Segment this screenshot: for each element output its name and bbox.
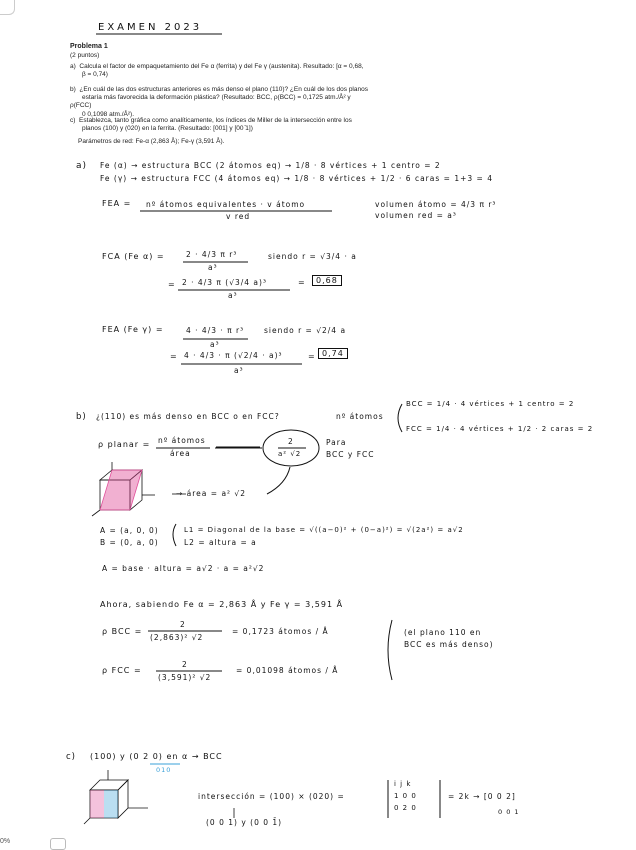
fca-siendo: siendo r = √3/4 · a xyxy=(268,252,357,261)
conclusion-line2: BCC es más denso) xyxy=(404,640,494,649)
fea-denominator: v red xyxy=(226,212,251,221)
sol-c-line1: (100) y (0 2 0) en α → BCC xyxy=(90,752,223,761)
conclusion-line1: (el plano 110 en xyxy=(404,628,482,637)
rho-fcc-lhs: ρ FCC = xyxy=(102,666,142,675)
vol-atom: volumen átomo = 4/3 π r³ xyxy=(375,200,497,209)
rho-numerator: nº átomos xyxy=(158,436,206,445)
fea-lhs: FEA = xyxy=(102,199,132,208)
problem-points: (2 puntos) xyxy=(70,52,100,59)
fca-result-box: 0,68 xyxy=(312,275,342,286)
sol-c-label: c) xyxy=(66,752,76,762)
rho-planar-lhs: ρ planar = xyxy=(98,440,151,449)
circle-numerator: 2 xyxy=(288,437,294,446)
problem-title: Problema 1 xyxy=(70,43,108,50)
fea-numerator: nº átomos equivalentes · v átomo xyxy=(146,200,306,209)
para-line2: BCC y FCC xyxy=(326,450,375,459)
fca-denominator: a³ xyxy=(208,263,218,272)
exam-title: EXAMEN 2023 xyxy=(98,22,203,33)
sol-b-question: ¿(110) es más denso en BCC o en FCC? xyxy=(96,412,280,421)
fea-gamma-denominator: a³ xyxy=(210,340,220,349)
fea-gamma2-numerator: 4 · 4/3 · π (√2/4 · a)³ xyxy=(184,351,283,360)
problem-params: Parámetros de red: Fe-α (2,863 Å); Fe-γ (3,591 Å). xyxy=(78,138,225,145)
matrix-row3: 0 2 0 xyxy=(394,804,417,812)
equals-sign: = xyxy=(168,280,176,289)
intersection-expr: intersección = (100) × (020) = xyxy=(198,792,345,801)
fca-lhs: FCA (Fe α) = xyxy=(102,252,165,261)
rho-bcc-lhs: ρ BCC = xyxy=(102,627,143,636)
fea-gamma-numerator: 4 · 4/3 · π r³ xyxy=(186,326,245,335)
rho-bcc-den: (2,863)² √2 xyxy=(150,633,204,642)
circle-denominator: a² √2 xyxy=(278,450,302,458)
sol-a-label: a) xyxy=(76,161,88,171)
rho-fcc-num: 2 xyxy=(182,660,188,669)
matrix-row2: 1 0 0 xyxy=(394,792,417,800)
equals-sign-4: = xyxy=(308,352,316,361)
rho-fcc-den: (3,591)² √2 xyxy=(158,673,212,682)
para-line1: Para xyxy=(326,438,347,447)
rho-fcc-result: = 0,01098 átomos / Å xyxy=(236,666,339,675)
directions: (0 0 1) y (0 0 1̄) xyxy=(206,818,283,827)
sol-c-sub: 010 xyxy=(156,766,172,774)
point-A: A = (a, 0, 0) xyxy=(100,526,159,535)
matrix-row1: i j k xyxy=(394,780,412,788)
intersection-result-sub: 0 0 1 xyxy=(498,808,520,816)
rho-bcc-result: = 0,1723 átomos / Å xyxy=(232,627,329,636)
sol-a-line2: Fe (γ) → estructura FCC (4 átomos eq) → 1/8 · 8 vértices + 1/2 · 6 caras = 1+3 = 4 xyxy=(100,174,493,183)
vol-red: volumen red = a³ xyxy=(375,211,457,220)
natoms-label: nº átomos xyxy=(336,412,384,421)
L2-expr: L2 = altura = a xyxy=(184,538,257,547)
equals-sign-3: = xyxy=(170,352,178,361)
fca2-numerator: 2 · 4/3 π (√3/4 a)³ xyxy=(182,278,267,287)
equals-sign-2: = xyxy=(298,278,306,287)
sol-a-line1: Fe (α) → estructura BCC (2 átomos eq) → 1/8 · 8 vértices + 1 centro = 2 xyxy=(100,161,441,170)
rho-bcc-num: 2 xyxy=(180,620,186,629)
page-control-button[interactable] xyxy=(50,838,66,850)
fea-gamma-siendo: siendo r = √2/4 a xyxy=(264,326,347,335)
point-B: B = (0, a, 0) xyxy=(100,538,159,547)
intersection-result: = 2k → [0 0 2] xyxy=(448,792,516,801)
problem-item-a: a) Calcula el factor de empaquetamiento del Fe α (ferrita) y del Fe γ (austenita). Resultado: [α = 0,68, β = 0,74) xyxy=(70,63,364,79)
ahora-line: Ahora, sabiendo Fe α = 2,863 Å y Fe γ = 3,591 Å xyxy=(100,600,344,609)
bcc-count: BCC = 1/4 · 4 vértices + 1 centro = 2 xyxy=(406,400,575,408)
rho-denominator: área xyxy=(170,449,191,458)
fea-gamma2-denominator: a³ xyxy=(234,366,244,375)
area-expr: → área = a² √2 xyxy=(176,489,246,498)
zoom-level[interactable]: 0% xyxy=(0,838,11,845)
fea-gamma-result-box: 0,74 xyxy=(318,348,348,359)
area-eq: A = base · altura = a√2 · a = a²√2 xyxy=(102,564,265,573)
fca2-denominator: a³ xyxy=(228,291,238,300)
problem-item-b: b) ¿En cuál de las dos estructuras anteriores es más denso el plano (110)? ¿En cuál de los dos planos estaría más favorecida la deformación plástica? (Resultado: BCC, ρ(BCC) = 0,1725 atm./Å² y ρ(FCC) 0 0,1098 atm./Å²). xyxy=(70,86,368,118)
L1-expr: L1 = Diagonal de la base = √((a−0)² + (0−a)²) = √(2a²) = a√2 xyxy=(184,526,464,534)
fcc-count: FCC = 1/4 · 4 vértices + 1/2 · 2 caras = 2 xyxy=(406,425,594,433)
fea-gamma-lhs: FEA (Fe γ) = xyxy=(102,325,164,334)
fca-numerator: 2 · 4/3 π r³ xyxy=(186,250,238,259)
problem-item-c: c) Establezca, tanto gráfica como analíticamente, los índices de Miller de la intersección entre los planos (100) y (020) en la ferrita. (Resultado: [001] y [00 ̄1]) xyxy=(70,117,352,133)
sol-b-label: b) xyxy=(76,412,87,422)
